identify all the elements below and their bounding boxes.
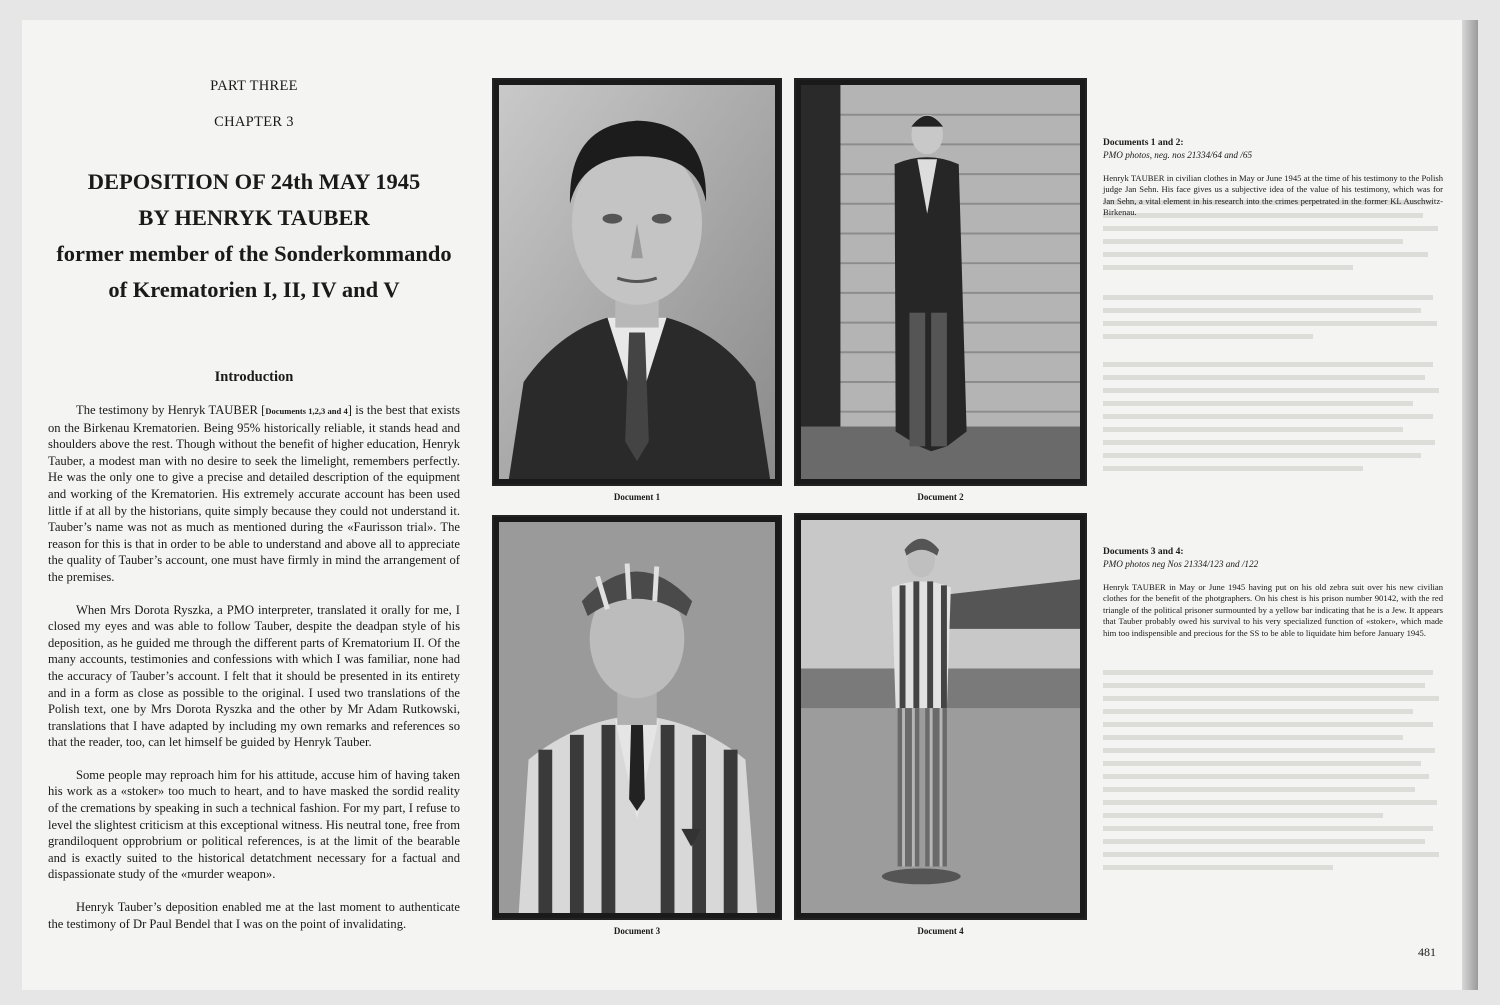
chapter-title [48, 164, 460, 308]
body-paragraph: Some people may reproach him for his attitude, accuse him of having taken his work as a «stoker» too much to heart, and to have masked the sordid reality of the cremations by speaking in such a technical fashion. For my part, I refuse to level the slightest criticism at this exceptional witness. His neutral tone, free from grandiloquent opprobrium or political references, is at the limit of the bearable and is exactly suited to the historical detatchment necessary for a factual and dispassionate study of the «murder weapon». [48, 767, 460, 882]
introduction-heading: Introduction [214, 369, 294, 385]
standing-man-photo-icon [801, 85, 1080, 479]
photo-document-4 [794, 513, 1087, 920]
full-length-uniform-photo-icon [801, 520, 1080, 913]
body-paragraph: Henryk Tauber’s deposition enabled me at the last moment to authenticate the testimony of Dr Paul Bendel that I was on the point of invalidating. [48, 900, 460, 931]
part-label: PART THREE [210, 78, 298, 94]
caption-document-3: Document 3 [613, 926, 661, 936]
title-line: DEPOSITION OF 24th MAY 1945 [87, 169, 421, 194]
page-number: 481 [1418, 945, 1436, 959]
caption-source: PMO photos, neg. nos 21334/64 and /65 [1103, 150, 1253, 160]
caption-block-documents-3-4 [1103, 546, 1443, 639]
body-paragraph [48, 402, 460, 586]
chapter-label: CHAPTER 3 [214, 114, 294, 130]
caption-heading: Documents 1 and 2: [1103, 138, 1184, 148]
body-paragraph: When Mrs Dorota Ryszka, a PMO interpreter, translated it orally for me, I closed my eyes and was able to follow Tauber, despite the deadpan style of his deposition, as he guided me through the different parts of Krematorium II. Of the many accounts, testimonies and confessions with which I was familiar, none had the accuracy of Tauber’s account. I felt that it should be presented in its entirety and in a form as close as possible to the original. I used two translations of the Polish text, one by Mrs Dorota Ryszka and the other by Mr Adam Rutkowski, translations that I have adapted by including my own remarks and references so that the reader, too, can let himself be guided by Henryk Tauber. [48, 602, 460, 750]
striped-uniform-photo-icon [499, 522, 775, 913]
title-line: of Krematorien I, II, IV and V [108, 277, 400, 302]
caption-text: Henryk TAUBER in civilian clothes in May or June 1945 at the time of his testimony to the Polish judge Jan Sehn. His face gives us a subjective idea of the value of his testimony, which was for Jan Sehn, a vital element in his research into the crimes perpetrated in the former KL Auschwitz- Birkenau. [1103, 173, 1443, 218]
caption-heading: Documents 3 and 4: [1103, 547, 1184, 557]
paragraph-text: ] is the best that exists on the Birkenau Krematorien. Being 95% historically reliable, it stands head and shoulders above the rest. Though without the benefit of higher education, Henryk Tauber, a modest man with no desire to seek the limelight, remembers perfectly. He was the only one to give a precise and detailed description of the equipment and working of the Krematorien. His extremely accurate account has been used little if at all by the historians, quite simply because they could not understand it. Tauber’s name was not as much as mentioned during the «Faurisson trial». The reason for this is that in order to be able to understand and above all to appreciate the quality of Tauber’s account, one must have firmly in mind the arrangement of the premises. [48, 403, 460, 584]
caption-source: PMO photos neg Nos 21334/123 and /122 [1103, 559, 1259, 569]
caption-block-documents-1-2 [1103, 137, 1443, 219]
photo-document-1 [492, 78, 782, 486]
caption-text: Henryk TAUBER in May or June 1945 having put on his old zebra suit over his new civilian clothes for the benefit of the photgraphers. On his chest is his prison number 90142, with the red triangle of the political prisoner surmounted by a yellow bar indicating that he is a Jew. It appears that Tauber probably owed his survival to his very specialized function of «stoker», which made him too indispensible and precious for the SS to be able to liquidate him before January 1945. [1103, 582, 1443, 638]
photo-document-3 [492, 515, 782, 920]
title-line: former member of the Sonderkommando [56, 241, 452, 266]
title-line: BY HENRYK TAUBER [138, 205, 370, 230]
portrait-photo-icon [499, 85, 775, 479]
introduction-body [48, 402, 460, 948]
caption-document-4: Document 4 [917, 926, 964, 936]
caption-document-1: Document 1 [613, 492, 661, 502]
caption-document-2: Document 2 [917, 492, 964, 502]
page-edge-shadow [1462, 20, 1478, 990]
document-reference: Documents 1,2,3 and 4 [265, 406, 348, 416]
paragraph-text: The testimony by Henryk TAUBER [ [76, 403, 266, 417]
photo-document-2 [794, 78, 1087, 486]
